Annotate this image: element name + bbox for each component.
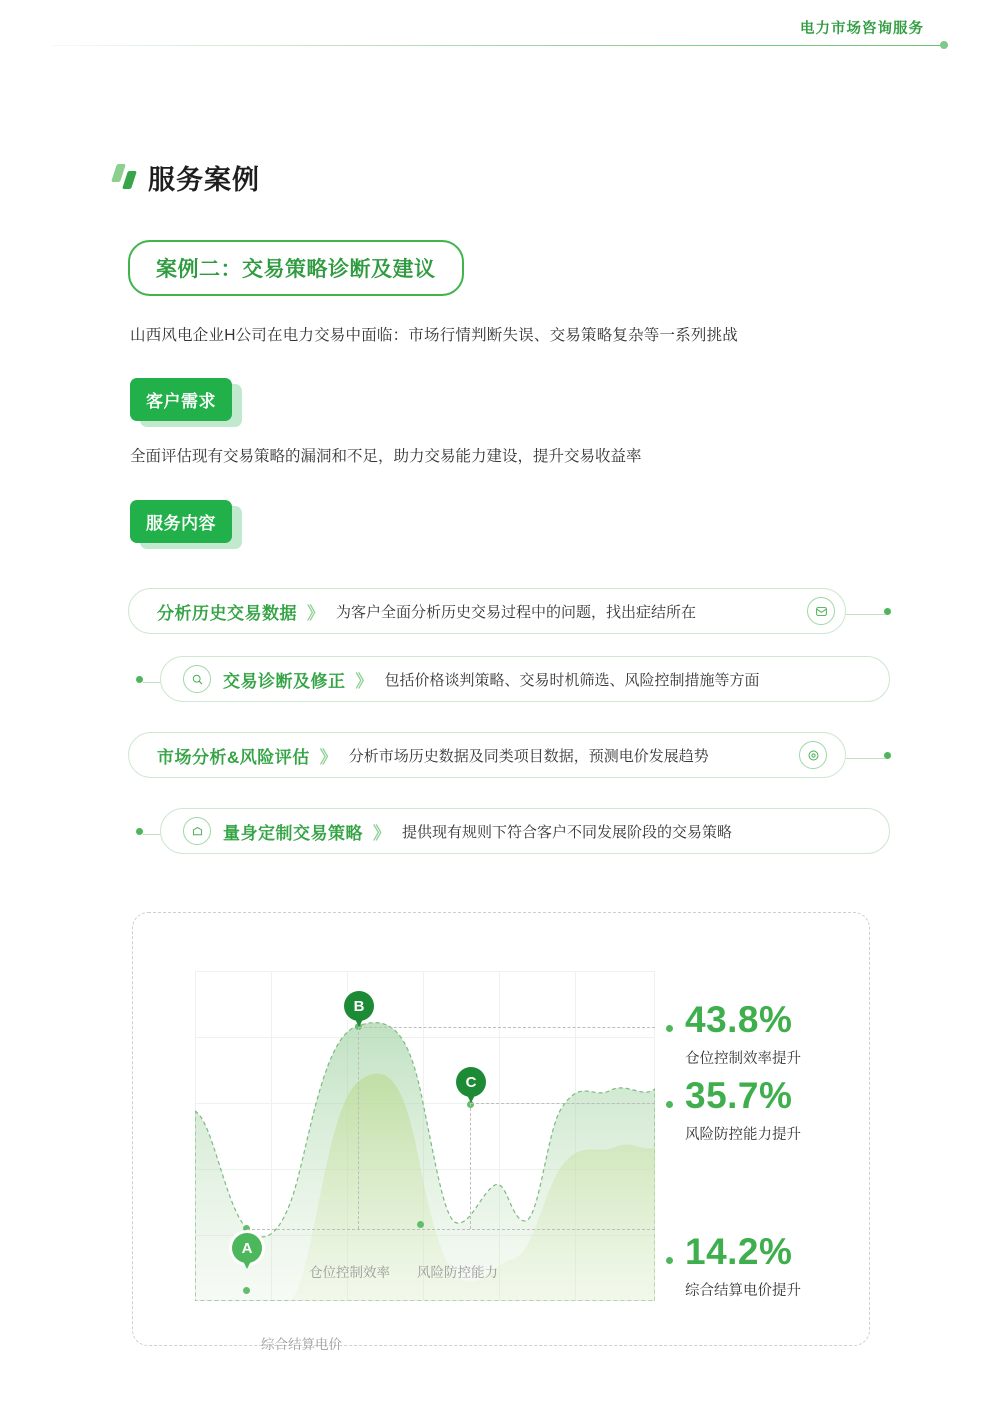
- customer-needs-text: 全面评估现有交易策略的漏洞和不足，助力交易能力建设，提升交易收益率: [130, 448, 642, 465]
- service-row-4[interactable]: [160, 808, 890, 854]
- service-row-4-desc: 提供现有规则下符合客户不同发展阶段的交易策略: [402, 823, 733, 841]
- chevron-right-icon: 》: [319, 747, 337, 767]
- service-row-3[interactable]: [128, 732, 846, 778]
- chevron-right-icon: 》: [307, 603, 324, 623]
- chevron-right-icon: 》: [355, 671, 373, 691]
- stat-value-3: 14.2%: [685, 1231, 793, 1272]
- chevron-right-icon: 》: [373, 823, 390, 843]
- connector-b-vertical: [358, 1027, 359, 1229]
- service-row-4-title: 量身定制交易策略: [223, 823, 363, 843]
- page-title: 服务案例: [148, 165, 260, 195]
- service-row-1-title: 分析历史交易数据: [157, 603, 297, 623]
- chart-marker-c[interactable]: C: [456, 1067, 486, 1105]
- chart-card: [132, 912, 870, 1352]
- stat-dot-1-icon: [666, 1025, 673, 1032]
- connector-c: [471, 1103, 655, 1104]
- service-row-1[interactable]: [128, 588, 846, 634]
- chart-marker-a[interactable]: A: [232, 1233, 262, 1271]
- stat-block-1: [685, 1001, 801, 1068]
- service-row-3-title: 市场分析&风险评估: [157, 747, 310, 767]
- header-dot-icon: [940, 41, 948, 49]
- stat-dot-2-icon: [666, 1101, 673, 1108]
- stat-value-2: 35.7%: [685, 1075, 793, 1116]
- stat-block-2: [685, 1077, 801, 1144]
- bolt-icon: [112, 162, 138, 194]
- connector-a: [247, 1229, 655, 1230]
- section-title-group: [112, 158, 260, 197]
- service-row-2-desc: 包括价格谈判策略、交易时机筛选、风险控制措施等方面: [384, 671, 760, 689]
- connector-b: [359, 1027, 655, 1028]
- service-row-1-desc: 为客户全面分析历史交易过程中的问题，找出症结所在: [336, 603, 697, 621]
- stat-label-3: 综合结算电价提升: [685, 1283, 801, 1299]
- axis-label-settlement-price: 综合结算电价: [261, 1337, 342, 1352]
- chart-marker-b[interactable]: B: [344, 991, 374, 1029]
- row-1-connector: [846, 614, 886, 615]
- stat-label-2: 风险防控能力提升: [685, 1127, 801, 1143]
- search-icon: [183, 665, 211, 693]
- service-row-2-title: 交易诊断及修正: [223, 671, 346, 691]
- target-icon: [799, 741, 827, 769]
- stat-block-3: [685, 1233, 801, 1300]
- chart-plot-area: [195, 971, 655, 1352]
- stat-label-1: 仓位控制效率提升: [685, 1051, 801, 1067]
- axis-label-risk-control: 风险防控能力: [417, 1265, 498, 1280]
- strategy-icon: [183, 817, 211, 845]
- header-divider: [52, 45, 948, 46]
- row-2-end-dot-icon: [136, 676, 143, 683]
- service-row-3-desc: 分析市场历史数据及同类项目数据，预测电价发展趋势: [348, 747, 709, 765]
- page-header: [0, 0, 1000, 46]
- stat-dot-3-icon: [666, 1257, 673, 1264]
- service-row-2[interactable]: [160, 656, 890, 702]
- tag-customer-needs: 客户需求: [130, 378, 232, 421]
- axis-label-position-efficiency: 仓位控制效率: [309, 1265, 390, 1280]
- case-intro-text: 山西风电企业H公司在电力交易中面临：市场行情判断失误、交易策略复杂等一系列挑战: [130, 327, 738, 344]
- row-4-end-dot-icon: [136, 828, 143, 835]
- header-title: 电力市场咨询服务: [800, 21, 924, 37]
- chart-icon: [807, 597, 835, 625]
- connector-c-vertical: [470, 1103, 471, 1229]
- row-3-connector: [846, 758, 886, 759]
- legend-dot-a: [243, 1287, 250, 1294]
- stat-value-1: 43.8%: [685, 999, 793, 1040]
- case-title-pill: 案例二：交易策略诊断及建议: [128, 240, 464, 296]
- series-point-mid: [417, 1221, 424, 1228]
- tag-service-content: 服务内容: [130, 500, 232, 543]
- area-series-back: [195, 971, 655, 1301]
